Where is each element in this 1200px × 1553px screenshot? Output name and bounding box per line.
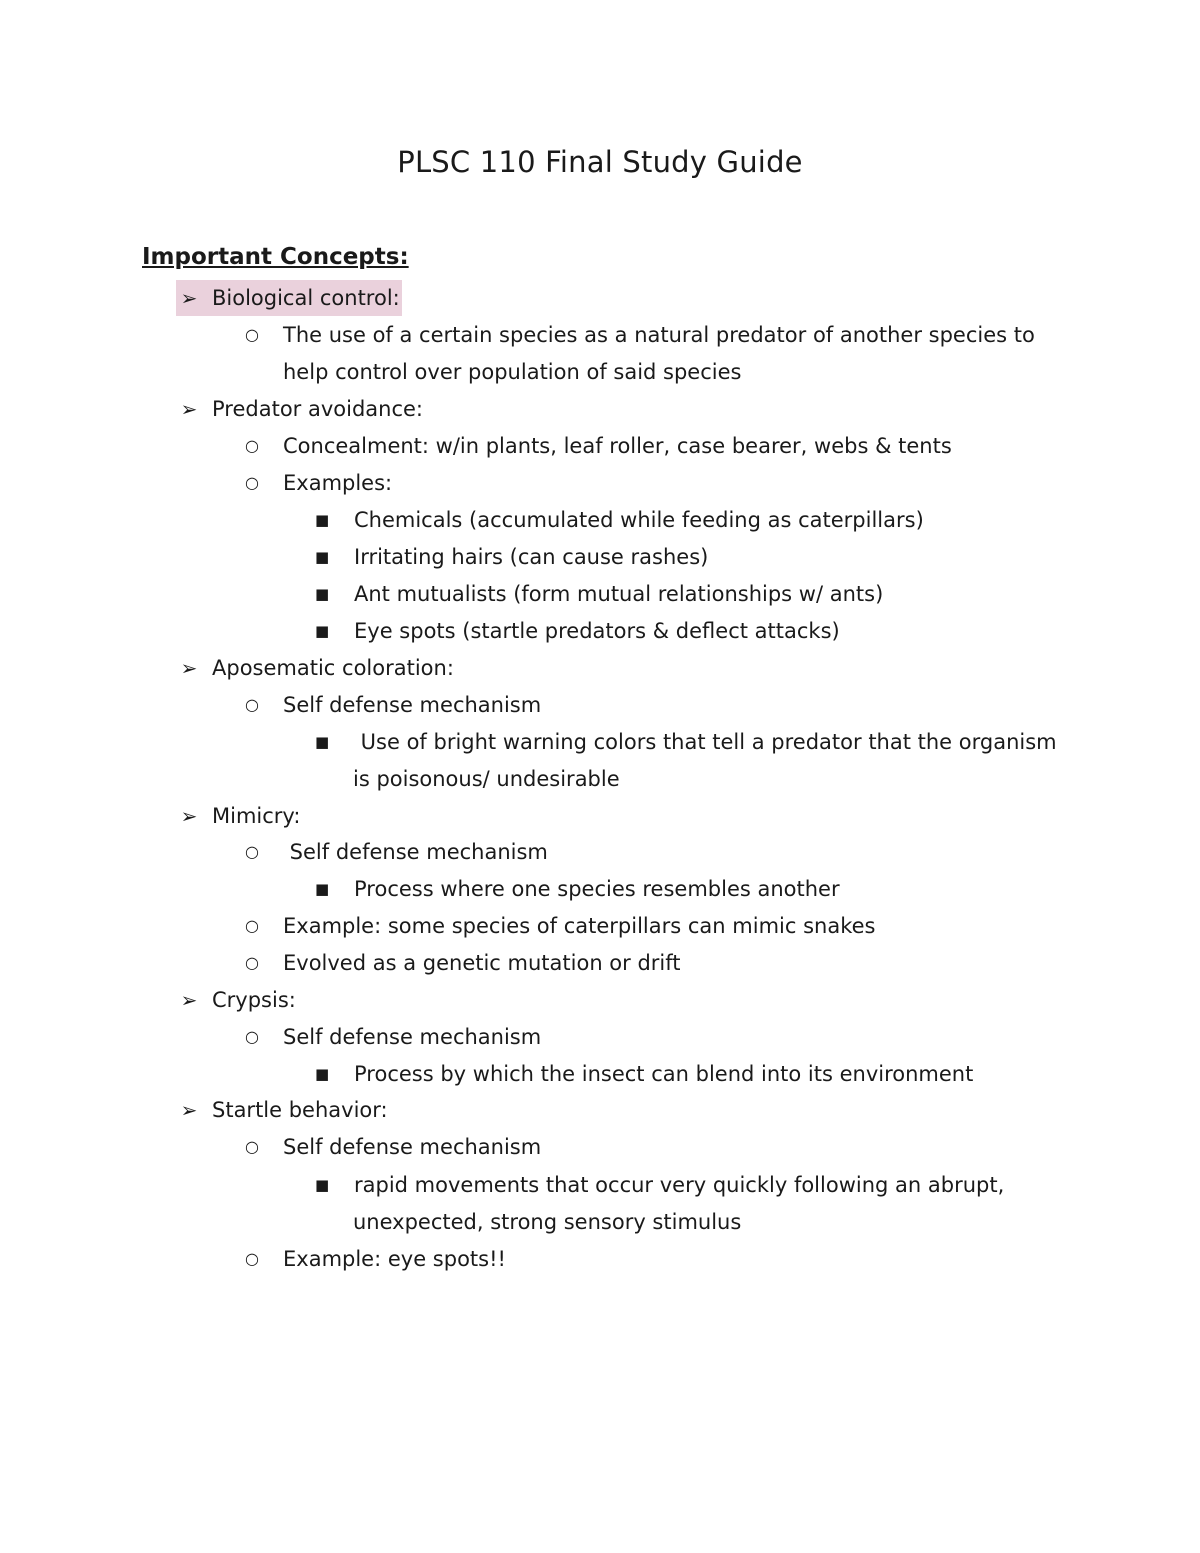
list-item-text: is poisonous/ undesirable xyxy=(353,767,620,791)
list-item xyxy=(245,687,541,723)
list-item-predator-avoidance xyxy=(176,391,423,427)
list-item xyxy=(245,317,1035,353)
list-item-continuation xyxy=(283,354,741,390)
list-item-crypsis xyxy=(176,982,296,1018)
list-item-text: rapid movements that occur very quickly following an abrupt, xyxy=(354,1173,1005,1197)
list-item-text: Process where one species resembles another xyxy=(354,877,840,901)
square-bullet-icon: ■ xyxy=(315,1065,330,1083)
circle-bullet-icon: ○ xyxy=(245,953,259,972)
list-item-text: Use of bright warning colors that tell a predator that the organism xyxy=(354,730,1057,754)
circle-bullet-icon: ○ xyxy=(245,842,259,861)
list-item-mimicry xyxy=(176,798,300,834)
list-item xyxy=(245,428,952,464)
list-item xyxy=(245,908,875,944)
square-bullet-icon: ■ xyxy=(315,733,330,751)
list-item-text: Irritating hairs (can cause rashes) xyxy=(354,545,709,569)
circle-bullet-icon: ○ xyxy=(245,1027,259,1046)
list-item-text: Biological control: xyxy=(212,286,400,310)
list-item-text: Chemicals (accumulated while feeding as caterpillars) xyxy=(354,508,924,532)
arrow-bullet-icon: ➢ xyxy=(180,1098,198,1122)
arrow-bullet-icon: ➢ xyxy=(180,988,198,1012)
list-item-biological-control xyxy=(176,280,402,316)
arrow-bullet-icon: ➢ xyxy=(180,656,198,680)
list-item-text: Startle behavior: xyxy=(212,1098,388,1122)
list-item-text: Self defense mechanism xyxy=(283,1025,542,1049)
list-item-text: unexpected, strong sensory stimulus xyxy=(353,1210,742,1234)
list-item-startle-behavior xyxy=(176,1092,388,1128)
list-item-continuation xyxy=(353,761,620,797)
list-item xyxy=(245,834,548,870)
document-title: PLSC 110 Final Study Guide xyxy=(397,145,803,179)
list-item xyxy=(315,502,924,538)
list-item xyxy=(245,1129,541,1165)
list-item-text: The use of a certain species as a natural predator of another species to xyxy=(283,323,1035,347)
circle-bullet-icon: ○ xyxy=(245,473,259,492)
list-item xyxy=(315,1056,973,1092)
list-item-text: Examples: xyxy=(283,471,393,495)
list-item-text: Self defense mechanism xyxy=(283,1135,542,1159)
list-item-text: Evolved as a genetic mutation or drift xyxy=(283,951,681,975)
list-item xyxy=(315,613,840,649)
list-item-text: Self defense mechanism xyxy=(283,840,548,864)
list-item xyxy=(245,945,681,981)
list-item-text: Predator avoidance: xyxy=(212,397,424,421)
square-bullet-icon: ■ xyxy=(315,511,330,529)
list-item xyxy=(315,576,883,612)
square-bullet-icon: ■ xyxy=(315,548,330,566)
list-item-text: help control over population of said species xyxy=(283,360,742,384)
list-item-text: Mimicry: xyxy=(212,804,301,828)
list-item-text: Ant mutualists (form mutual relationships w/ ants) xyxy=(354,582,884,606)
square-bullet-icon: ■ xyxy=(315,585,330,603)
square-bullet-icon: ■ xyxy=(315,880,330,898)
list-item xyxy=(315,1167,1004,1203)
circle-bullet-icon: ○ xyxy=(245,1249,259,1268)
list-item-text: Crypsis: xyxy=(212,988,296,1012)
square-bullet-icon: ■ xyxy=(315,622,330,640)
list-item xyxy=(245,1019,541,1055)
list-item-text: Aposematic coloration: xyxy=(212,656,454,680)
circle-bullet-icon: ○ xyxy=(245,916,259,935)
list-item xyxy=(315,871,840,907)
list-item xyxy=(315,724,1057,760)
circle-bullet-icon: ○ xyxy=(245,1137,259,1156)
arrow-bullet-icon: ➢ xyxy=(180,804,198,828)
circle-bullet-icon: ○ xyxy=(245,436,259,455)
arrow-bullet-icon: ➢ xyxy=(180,397,198,421)
circle-bullet-icon: ○ xyxy=(245,695,259,714)
list-item-text: Example: some species of caterpillars can mimic snakes xyxy=(283,914,876,938)
list-item-text: Self defense mechanism xyxy=(283,693,542,717)
section-heading: Important Concepts: xyxy=(142,244,409,270)
list-item-text: Concealment: w/in plants, leaf roller, case bearer, webs & tents xyxy=(283,434,952,458)
list-item xyxy=(245,1241,506,1277)
circle-bullet-icon: ○ xyxy=(245,325,259,344)
list-item-text: Example: eye spots!! xyxy=(283,1247,506,1271)
arrow-bullet-icon: ➢ xyxy=(180,286,198,310)
square-bullet-icon: ■ xyxy=(315,1176,330,1194)
list-item-text: Process by which the insect can blend into its environment xyxy=(354,1062,974,1086)
list-item-continuation xyxy=(353,1204,741,1240)
list-item xyxy=(315,539,708,575)
list-item xyxy=(245,465,392,501)
list-item-text: Eye spots (startle predators & deflect attacks) xyxy=(354,619,840,643)
list-item-aposematic-coloration xyxy=(176,650,454,686)
